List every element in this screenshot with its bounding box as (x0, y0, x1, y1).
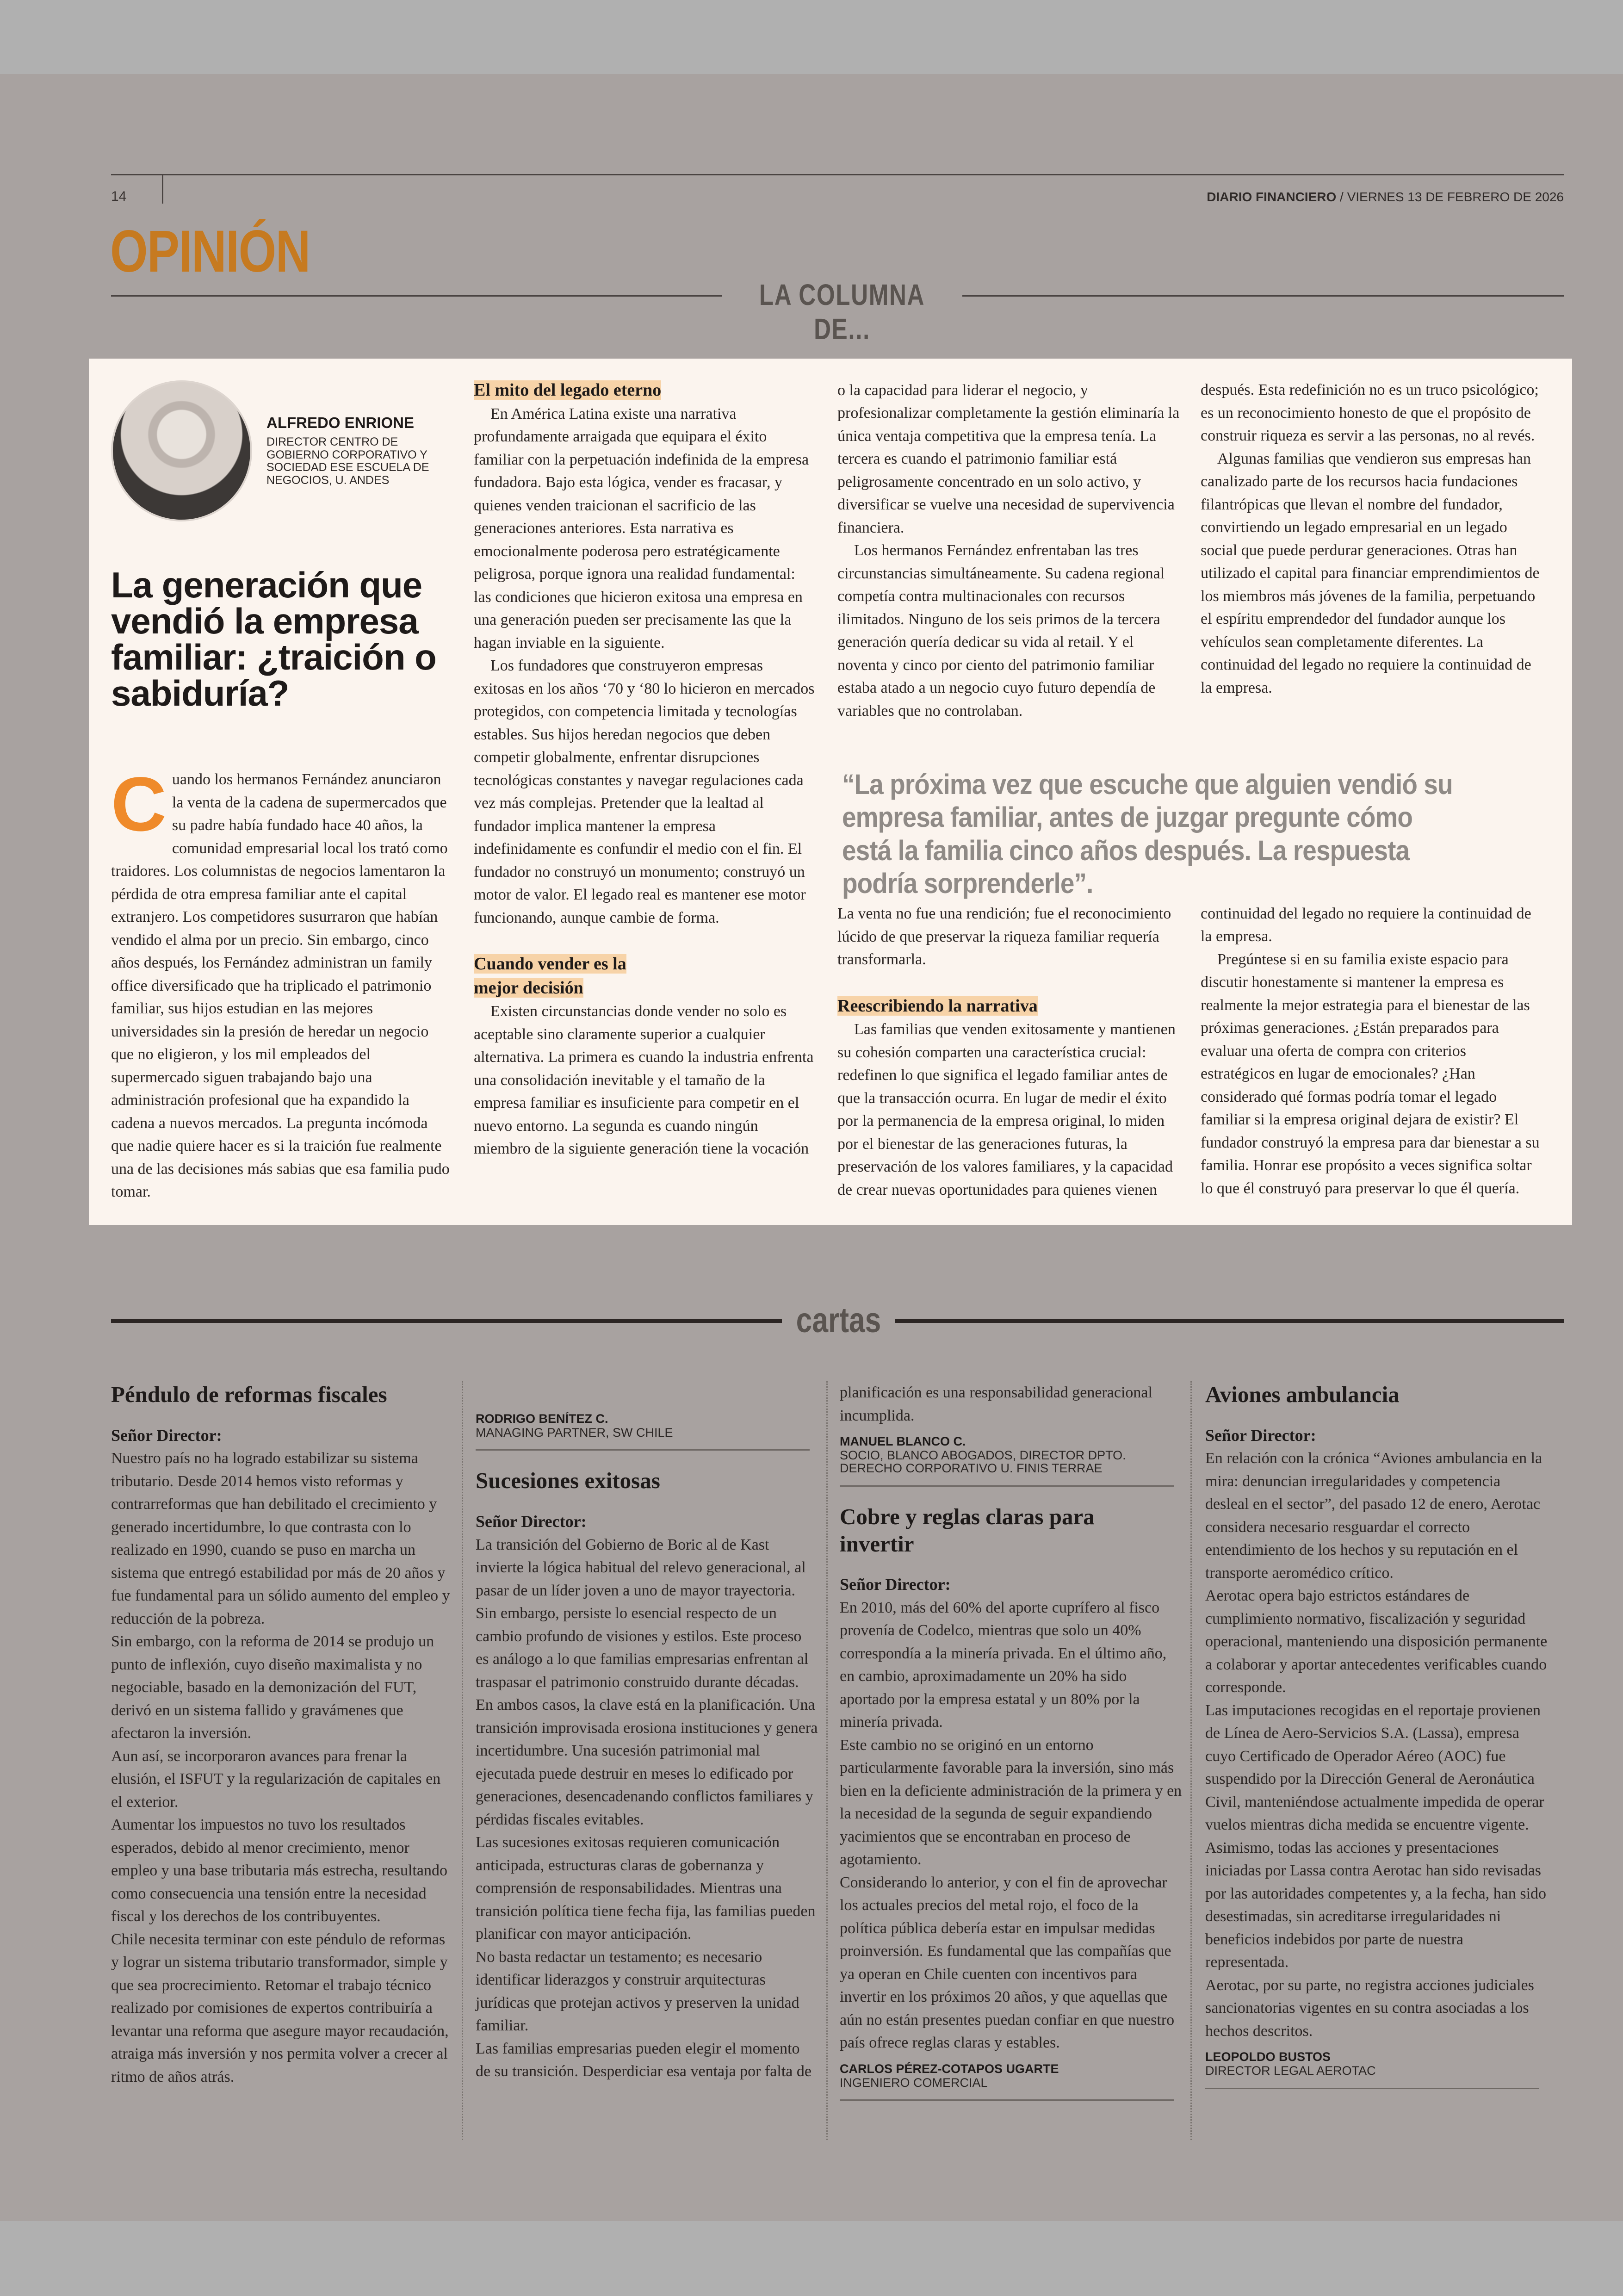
letter-signature-name: CARLOS PÉREZ-COTAPOS UGARTE (840, 2061, 1059, 2076)
article-column-3-lower (837, 902, 1180, 1202)
letter-column-2 (476, 1381, 818, 2083)
article-column-3 (837, 379, 1180, 726)
letter-signature-role: MANAGING PARTNER, SW CHILE (476, 1426, 673, 1440)
article-paragraph: En América Latina existe una narrativa profundamente arraigada que equipara el éxito familiar con la perpetuación indefinida de la empresa fundadora. Bajo esta lógica, vender es fracasar, y quienes venden traicionan el sacrificio de las generaciones anteriores. Esta narrativa es emocionalmente poderosa pero estratégicamente peligrosa, porque ignora una realidad fundamental: las condiciones que hicieron exitosa una empresa en una generación pueden ser precisamente las que la hagan inviable en la siguiente. (474, 405, 809, 652)
article-intro (111, 762, 453, 1204)
letter-paragraph: Considerando lo anterior, y con el fin de aprovechar los actuales precios del metal rojo, el foco de la política pública debería estar en impulsar medidas proinversión. Es fundamental que las compañías que ya operan en Chile cuenten con incentivos para invertir en los próximos 20 años, y que aquellas que aún no están presentes puedan confiar en que nuestro país ofrece reglas claras y estables. (840, 1874, 1175, 2052)
column-rule-right (962, 295, 1564, 297)
letter-signature-role: SOCIO, BLANCO ABOGADOS, DIRECTOR DPTO. DERECHO CORPORATIVO U. FINIS TERRAE (840, 1448, 1126, 1476)
letter-paragraph: En ambos casos, la clave está en la planificación. Una transición improvisada erosiona instituciones y genera incertidumbre. Una sucesión patrimonial mal ejecutada puede destruir en meses lo edificado por generaciones, desencadenando conflictos familiares y pérdidas fiscales evitables. (476, 1696, 818, 1828)
masthead (1207, 190, 1564, 205)
article-paragraph-continued: continuidad del legado no requiere la continuidad de la empresa. (1201, 905, 1531, 945)
article-paragraph: Algunas familias que vendieron sus empresas han canalizado parte de los recursos hacia fundaciones filantrópicas que llevan el nombre del fundador, convirtiendo un legado empresarial en un legado social que puede perdurar generaciones. Otras han utilizado el capital para financiar emprendimientos de los miembros más jóvenes de la familia, perpetuando el espíritu emprendedor del fundador aunque los vehículos sean completamente diferentes. La continuidad del legado no requiere la continuidad de la empresa. (1201, 450, 1540, 696)
article-column-1 (111, 762, 453, 1204)
pull-quote: “La próxima vez que escuche que alguien vendió su empresa familiar, antes de juzgar pregunte cómo está la familia cinco años después. La respuesta podría sorprenderle”. (842, 769, 1453, 900)
article-paragraph: Los hermanos Fernández enfrentaban las tres circunstancias simultáneamente. Su cadena regional competía contra multinacionales con recursos ilimitados. Ninguno de los seis primos de la tercera generación quería dedicar su vida al retail. Y el noventa y cinco por ciento del patrimonio familiar estaba atado a un negocio cuyo futuro dependía de variables que no controlaban. (837, 542, 1165, 720)
letter-title: Péndulo de reformas fiscales (111, 1382, 387, 1407)
letter-title: Cobre y reglas claras para invertir (840, 1503, 1095, 1557)
signature-rule (476, 1449, 810, 1451)
letter-paragraph: Las imputaciones recogidas en el reportaje provienen de Línea de Aero-Servicios S.A. (Lassa), empresa cuyo Certificado de Operador Aéreo (AOC) fue suspendido por la Dirección General de Aeronáutica Civil, manteniéndose actualmente impedida de operar vuelos mientras dicha medida se encuentre vigente. (1205, 1701, 1544, 1834)
bottom-margin-band (0, 2221, 1623, 2296)
letter-salutation: Señor Director: (476, 1512, 587, 1531)
letter-paragraph: Las sucesiones exitosas requieren comunicación anticipada, estructuras claras de gobernanza y comprensión de responsabilidades. Mientras una transición política tiene fecha fija, las familias pueden planificar con mayor anticipación. (476, 1834, 816, 1943)
column-separator (1190, 1381, 1192, 2140)
column-rule-left (111, 295, 722, 297)
top-margin-band (0, 0, 1623, 74)
letter-paragraph-continued: planificación es una responsabilidad generacional incumplida. (840, 1384, 1152, 1424)
subhead-vender: Cuando vender es la mejor decisión (474, 954, 626, 998)
article-column-4 (1201, 379, 1543, 726)
letter-salutation: Señor Director: (111, 1426, 222, 1445)
letter-column-4 (1205, 1381, 1548, 2089)
letter-signature-name: MANUEL BLANCO C. (840, 1434, 966, 1448)
letter-paragraph: Sin embargo, con la reforma de 2014 se produjo un punto de inflexión, cuyo diseño maximalista y no negociable, basado en la demonización del FUT, derivó en un sistema fallido y gravámenes que afectaron la inversión. (111, 1633, 434, 1742)
signature-rule (1205, 2088, 1539, 2089)
column-separator (462, 1381, 463, 2140)
letter-paragraph: Aumentar los impuestos no tuvo los resultados esperados, debido al menor crecimiento, menor empleo y una base tributaria más estrecha, resultando como consecuencia una tensión entre la necesidad fiscal y los derechos de los contribuyentes. (111, 1816, 447, 1925)
letter-paragraph: Las familias empresarias pueden elegir el momento de su transición. Desperdiciar esa ventaja por falta de (476, 2040, 812, 2080)
signature-rule (840, 2099, 1174, 2101)
column-label: LA COLUMNA DE... (759, 278, 925, 346)
letter-paragraph: Nuestro país no ha logrado estabilizar su sistema tributario. Desde 2014 hemos visto reformas y contrarreformas que han debilitado el crecimiento y generado incertidumbre, lo que contrasta con lo realizado en 1990, cuando se puso en marcha un sistema que entregó estabilidad por más de 20 años y fue fundamental para un sólido aumento del empleo y reducción de la pobreza. (111, 1450, 450, 1627)
subhead-legado: El mito del legado eterno (474, 380, 662, 400)
column-header (111, 278, 1564, 346)
letter-paragraph: Aerotac opera bajo estrictos estándares de cumplimiento normativo, fiscalización y seguridad operacional, manteniendo una disposición permanente a colaborar y aportar antecedentes verificables cuando corresponde. (1205, 1587, 1548, 1696)
column-separator (826, 1381, 828, 2140)
page-number-divider (162, 175, 163, 204)
article-paragraph: Pregúntese si en su familia existe espacio para discutir honestamente si mantener la empresa es realmente la mejor estrategia para el bienestar de las próximas generaciones. ¿Están preparados para evaluar una oferta de compra con criterios estratégicos en lugar de emocionales? ¿Han considerado qué formas podría tomar el legado familiar si la empresa original dejara de existir? El fundador construyó la empresa para dar bienestar a su familia. Honrar ese propósito a veces significa soltar lo que él construyó para preservar lo que él quería. (1201, 950, 1540, 1197)
letter-title: Sucesiones exitosas (476, 1468, 660, 1494)
article-paragraph: Los fundadores que construyeron empresas exitosas en los años ‘70 y ‘80 lo hicieron en mercados protegidos, con competencia limitada y tecnologías estables. Sus hijos heredan negocios que deben competir globalmente, enfrentar disrupciones tecnológicas constantes y navegar regulaciones cada vez más complejas. Pretender que la lealtad al fundador implica mantener la empresa indefinidamente es confundir el medio con el fin. El fundador no construyó un monumento; construyó un motor de valor. El legado real es mantener ese motor funcionando, aunque cambie de forma. (474, 657, 815, 926)
letter-signature-role: DIRECTOR LEGAL AEROTAC (1205, 2064, 1376, 2078)
letter-salutation: Señor Director: (1205, 1426, 1316, 1445)
intro-text: uando los hermanos Fernández anunciaron la venta de la cadena de supermercados que su padre había fundado hace 40 años, la comunidad empresarial local los trató como traidores. Los columnistas de negocios lamentaron la pérdida de otra empresa familiar ante el capital extranjero. Los competidores susurraron que habían vendido el alma por un precio. Sin embargo, cinco años después, los Fernández administran un family office diversificado que ha triplicado el patrimonio familiar, sus hijos estudian en las mejores universidades sin la presión de heredar un negocio que no eligieron, y los mil empleados del supermercado siguen trabajando bajo una administración profesional que ha expandido la cadena a nuevos mercados. La pregunta incómoda que nadie quiere hacer es si la traición fue realmente una de las decisiones más sabias que esa familia pudo tomar. (111, 771, 450, 1200)
letter-paragraph: En 2010, más del 60% del aporte cuprífero al fisco provenía de Codelco, mientras que solo un 40% correspondía a la minería privada. En el último año, en cambio, aproximadamente un 20% ha sido aportado por la empresa estatal y un 80% por la minería privada. (840, 1599, 1167, 1731)
letter-paragraph: Chile necesita terminar con este péndulo de reformas y lograr un sistema tributario transformador, simple y que sea procrecimiento. Retomar el trabajo técnico realizado por comisiones de expertos contribuiría a levantar una reforma que asegure mayor recaudación, atraiga más inversión y nos permita volver a crecer al ritmo de años atrás. (111, 1930, 449, 2085)
letter-paragraph: Aun así, se incorporaron avances para frenar la elusión, el ISFUT y la regularización de capitales en el exterior. (111, 1747, 441, 1811)
author-name: ALFREDO ENRIONE (266, 414, 415, 431)
letter-column-1 (111, 1381, 453, 2135)
article-column-2 (474, 379, 816, 1161)
letter-signature-name: LEOPOLDO BUSTOS (1205, 2050, 1331, 2064)
author-role: DIRECTOR CENTRO DE GOBIERNO CORPORATIVO Y SOCIEDAD ESE ESCUELA DE NEGOCIOS, U. ANDES (266, 435, 429, 487)
article-paragraph: Existen circunstancias donde vender no solo es aceptable sino claramente superior a cualquier alternativa. La primera es cuando la industria enfrenta una consolidación inevitable y el tamaño de la empresa familiar es insuficiente para competir en el nuevo entorno. La segunda es cuando ningún miembro de la siguiente generación tiene la vocación (474, 1003, 814, 1157)
letters-rule-left (111, 1319, 782, 1323)
page-number: 14 (111, 189, 127, 204)
section-title: OPINIÓN (110, 218, 310, 285)
publication-date: / VIERNES 13 DE FEBRERO DE 2026 (1336, 190, 1564, 204)
letter-salutation: Señor Director: (840, 1575, 951, 1594)
letter-signature-name: RODRIGO BENÍTEZ C. (476, 1412, 608, 1426)
letter-paragraph: Asimismo, todas las acciones y presentaciones iniciadas por Lassa contra Aerotac han sido revisadas por las autoridades competentes y, a la fecha, han sido desestimadas, sin acreditarse irregularidades ni beneficios indebidos por parte de nuestra representada. (1205, 1839, 1547, 1971)
article-paragraph-continued: después. Esta redefinición no es un truco psicológico; es un reconocimiento honesto de que el propósito de construir riqueza es servir a las personas, no al revés. (1201, 381, 1539, 444)
article-paragraph: La venta no fue una rendición; fue el reconocimiento lúcido de que preservar la riqueza familiar requería transformarla. (837, 905, 1171, 968)
letter-column-3 (840, 1381, 1182, 2101)
author-photo (111, 380, 252, 521)
subhead-narrativa: Reescribiendo la narrativa (837, 996, 1038, 1016)
article-headline: La generación que vendió la empresa familiar: ¿traición o sabiduría? (111, 565, 436, 714)
header-rule (111, 174, 1564, 175)
publication-name: DIARIO FINANCIERO (1207, 190, 1337, 204)
letter-paragraph: Este cambio no se originó en un entorno particularmente favorable para la inversión, sino más bien en la deficiente administración de la primera y en la necesidad de la segunda de seguir expandiendo yacimientos que se encontraban en proceso de agotamiento. (840, 1736, 1182, 1868)
letter-signature-role: INGENIERO COMERCIAL (840, 2075, 988, 2090)
article-paragraph-continued: o la capacidad para liderar el negocio, y profesionalizar completamente la gestión eliminaría la única ventaja competitiva que la empresa tenía. La tercera es cuando el patrimonio familiar está peligrosamente concentrado en un solo activo, y diversificar se vuelve una necesidad de supervivencia financiera. (837, 381, 1180, 536)
letters-section-label: cartas (796, 1301, 881, 1340)
letter-paragraph: No basta redactar un testamento; es necesario identificar liderazgos y construir arquitecturas jurídicas que protejan activos y preserven la unidad familiar. (476, 1948, 799, 2035)
letter-title: Aviones ambulancia (1205, 1382, 1400, 1407)
letters-rule-right (895, 1319, 1564, 1323)
drop-cap: C (111, 762, 167, 847)
signature-rule (840, 1485, 1174, 1487)
letter-paragraph: En relación con la crónica “Aviones ambulancia en la mira: denuncian irregularidades y competencia desleal en el sector”, del pasado 12 de enero, Aerotac considera necesario resguardar el correcto entendimiento de los hechos y su reputación en el transporte aeromédico crítico. (1205, 1450, 1542, 1582)
letter-paragraph: Aerotac, por su parte, no registra acciones judiciales sancionatorias vigentes en su contra asociadas a los hechos descritos. (1205, 1976, 1534, 2040)
article-paragraph: Las familias que venden exitosamente y mantienen su cohesión comparten una característica crucial: redefinen lo que significa el legado familiar antes de que la transacción ocurra. En lugar de medir el éxito por la permanencia de la empresa original, lo miden por el bienestar de las generaciones futuras, la preservación de los valores familiares, y la capacidad de crear nuevas oportunidades para quienes vienen (837, 1021, 1176, 1198)
letter-paragraph: La transición del Gobierno de Boric al de Kast invierte la lógica habitual del relevo generacional, al pasar de un líder joven a uno de mayor trayectoria. Sin embargo, persiste lo esencial respecto de un cambio profundo de visiones y estilos. Este proceso es análogo a lo que familias empresarias enfrentan al traspasar el patrimonio construido durante décadas. (476, 1536, 809, 1691)
article-column-4-lower (1201, 902, 1543, 1208)
